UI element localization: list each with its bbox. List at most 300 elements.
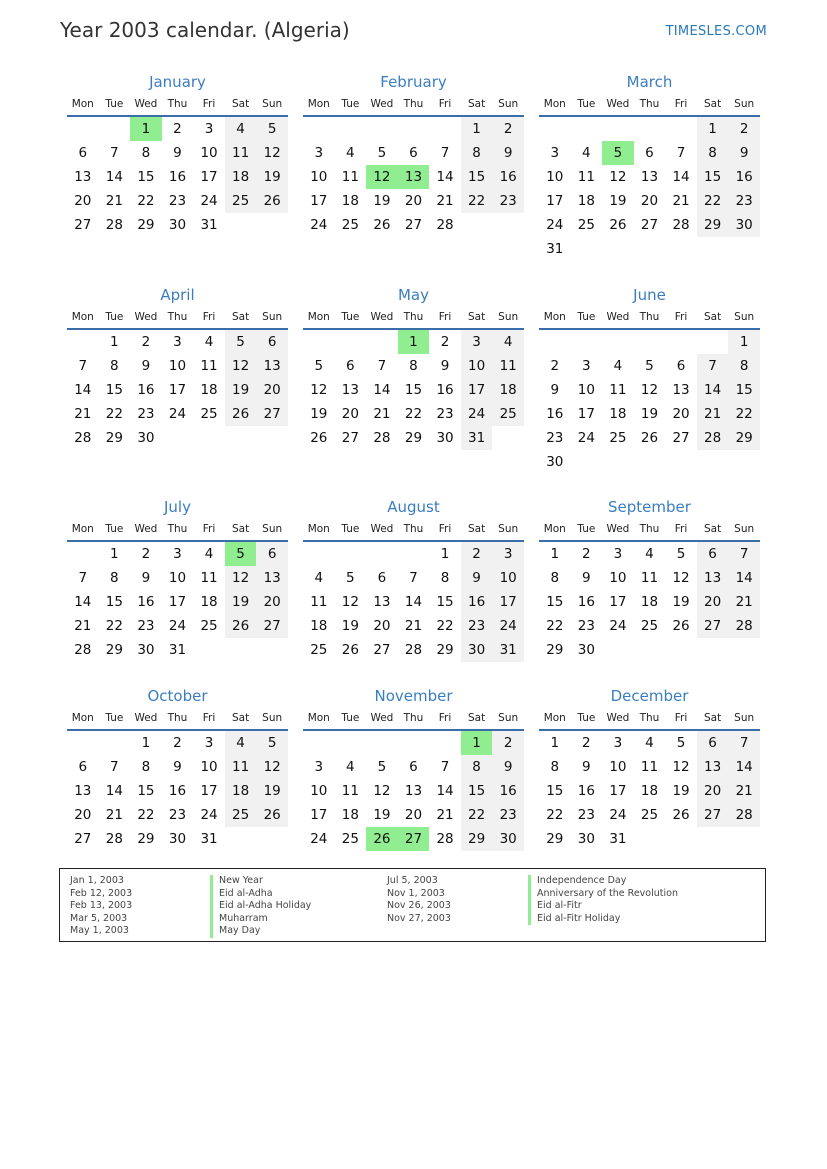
- day-cell[interactable]: 30: [137, 430, 155, 446]
- day-cell[interactable]: 23: [546, 430, 564, 446]
- day-cell[interactable]: 16: [577, 783, 595, 799]
- day-cell[interactable]: 24: [546, 217, 564, 233]
- day-cell[interactable]: 14: [728, 755, 760, 779]
- day-cell[interactable]: 6: [78, 759, 88, 775]
- day-cell[interactable]: 25: [310, 642, 328, 658]
- day-cell[interactable]: 11: [200, 358, 218, 374]
- day-cell[interactable]: 26: [672, 807, 690, 823]
- day-cell[interactable]: 13: [404, 783, 423, 799]
- day-cell[interactable]: 27: [256, 402, 288, 426]
- day-cell[interactable]: 18: [310, 618, 328, 634]
- day-cell[interactable]: 9: [492, 755, 524, 779]
- day-cell[interactable]: 17: [168, 382, 187, 398]
- day-cell[interactable]: 22: [546, 618, 564, 634]
- day-cell[interactable]: 28: [105, 217, 123, 233]
- day-cell[interactable]: 3: [550, 145, 560, 161]
- day-cell[interactable]: 6: [697, 542, 729, 566]
- day-cell[interactable]: 10: [609, 759, 627, 775]
- day-cell[interactable]: 26: [366, 827, 398, 851]
- day-cell[interactable]: 3: [173, 546, 182, 562]
- day-cell[interactable]: 1: [550, 546, 560, 562]
- day-cell[interactable]: 23: [492, 189, 524, 213]
- day-cell[interactable]: 18: [200, 594, 218, 610]
- day-cell[interactable]: 16: [728, 165, 760, 189]
- day-cell[interactable]: 3: [204, 735, 214, 751]
- day-cell[interactable]: 2: [550, 358, 560, 374]
- day-cell[interactable]: 12: [373, 783, 391, 799]
- day-cell[interactable]: 21: [436, 193, 454, 209]
- day-cell[interactable]: 7: [110, 759, 119, 775]
- day-cell[interactable]: 4: [645, 735, 654, 751]
- day-cell[interactable]: 12: [640, 382, 659, 398]
- day-cell[interactable]: 17: [609, 594, 627, 610]
- day-cell[interactable]: 19: [310, 406, 328, 422]
- day-cell[interactable]: 26: [672, 618, 690, 634]
- day-cell[interactable]: 7: [78, 570, 88, 586]
- day-cell[interactable]: 5: [225, 542, 257, 566]
- day-cell[interactable]: 8: [550, 570, 560, 586]
- day-cell[interactable]: 23: [728, 189, 760, 213]
- day-cell[interactable]: 5: [602, 141, 634, 165]
- day-cell[interactable]: 24: [310, 217, 328, 233]
- day-cell[interactable]: 6: [256, 542, 288, 566]
- day-cell[interactable]: 14: [105, 783, 123, 799]
- day-cell[interactable]: 29: [137, 831, 155, 847]
- day-cell[interactable]: 20: [697, 779, 729, 803]
- day-cell[interactable]: 18: [640, 783, 659, 799]
- day-cell[interactable]: 12: [256, 755, 288, 779]
- day-cell[interactable]: 18: [225, 779, 257, 803]
- day-cell[interactable]: 28: [672, 217, 690, 233]
- site-link[interactable]: TIMESLES.COM: [665, 24, 767, 39]
- day-cell[interactable]: 20: [373, 618, 391, 634]
- day-cell[interactable]: 18: [341, 807, 359, 823]
- day-cell[interactable]: 15: [728, 378, 760, 402]
- day-cell[interactable]: 28: [728, 614, 760, 638]
- day-cell[interactable]: 13: [256, 354, 288, 378]
- day-cell[interactable]: 12: [609, 169, 627, 185]
- day-cell[interactable]: 21: [74, 406, 92, 422]
- day-cell[interactable]: 30: [546, 454, 564, 470]
- day-cell[interactable]: 2: [173, 735, 182, 751]
- day-cell[interactable]: 7: [676, 145, 686, 161]
- day-cell[interactable]: 22: [461, 189, 493, 213]
- day-cell[interactable]: 6: [409, 759, 418, 775]
- day-cell[interactable]: 23: [577, 807, 595, 823]
- day-cell[interactable]: 9: [141, 570, 151, 586]
- day-cell[interactable]: 27: [74, 831, 92, 847]
- day-cell[interactable]: 27: [640, 217, 659, 233]
- day-cell[interactable]: 4: [613, 358, 623, 374]
- day-cell[interactable]: 23: [577, 618, 595, 634]
- day-cell[interactable]: 30: [168, 217, 187, 233]
- day-cell[interactable]: 25: [609, 430, 627, 446]
- day-cell[interactable]: 27: [74, 217, 92, 233]
- day-cell[interactable]: 7: [697, 354, 729, 378]
- day-cell[interactable]: 9: [582, 759, 591, 775]
- day-cell[interactable]: 27: [697, 803, 729, 827]
- day-cell[interactable]: 27: [672, 430, 690, 446]
- day-cell[interactable]: 28: [373, 430, 391, 446]
- day-cell[interactable]: 24: [200, 807, 218, 823]
- day-cell[interactable]: 2: [492, 731, 524, 755]
- day-cell[interactable]: 17: [492, 590, 524, 614]
- day-cell[interactable]: 6: [377, 570, 387, 586]
- day-cell[interactable]: 11: [200, 570, 218, 586]
- day-cell[interactable]: 11: [640, 759, 659, 775]
- day-cell[interactable]: 25: [640, 618, 659, 634]
- day-cell[interactable]: 15: [404, 382, 423, 398]
- day-cell[interactable]: 26: [256, 189, 288, 213]
- day-cell[interactable]: 17: [310, 807, 328, 823]
- day-cell[interactable]: 18: [577, 193, 595, 209]
- day-cell[interactable]: 15: [546, 783, 564, 799]
- day-cell[interactable]: 2: [141, 546, 151, 562]
- day-cell[interactable]: 30: [168, 831, 187, 847]
- day-cell[interactable]: 14: [373, 382, 391, 398]
- day-cell[interactable]: 22: [404, 406, 423, 422]
- day-cell[interactable]: 11: [492, 354, 524, 378]
- day-cell[interactable]: 20: [341, 406, 359, 422]
- day-cell[interactable]: 24: [310, 831, 328, 847]
- day-cell[interactable]: 21: [105, 807, 123, 823]
- day-cell[interactable]: 18: [492, 378, 524, 402]
- day-cell[interactable]: 19: [225, 590, 257, 614]
- day-cell[interactable]: 1: [697, 117, 729, 141]
- day-cell[interactable]: 21: [697, 402, 729, 426]
- day-cell[interactable]: 17: [546, 193, 564, 209]
- day-cell[interactable]: 14: [728, 566, 760, 590]
- day-cell[interactable]: 20: [256, 590, 288, 614]
- day-cell[interactable]: 31: [200, 831, 218, 847]
- day-cell[interactable]: 16: [546, 406, 564, 422]
- day-cell[interactable]: 1: [461, 117, 493, 141]
- day-cell[interactable]: 19: [672, 783, 690, 799]
- day-cell[interactable]: 17: [310, 193, 328, 209]
- day-cell[interactable]: 21: [404, 618, 423, 634]
- day-cell[interactable]: 26: [640, 430, 659, 446]
- day-cell[interactable]: 19: [640, 406, 659, 422]
- day-cell[interactable]: 28: [105, 831, 123, 847]
- day-cell[interactable]: 1: [110, 334, 119, 350]
- day-cell[interactable]: 28: [74, 430, 92, 446]
- day-cell[interactable]: 20: [697, 590, 729, 614]
- day-cell[interactable]: 20: [640, 193, 659, 209]
- day-cell[interactable]: 1: [141, 735, 151, 751]
- day-cell[interactable]: 17: [609, 783, 627, 799]
- day-cell[interactable]: 16: [168, 169, 187, 185]
- day-cell[interactable]: 11: [341, 169, 359, 185]
- day-cell[interactable]: 7: [110, 145, 119, 161]
- day-cell[interactable]: 12: [225, 354, 257, 378]
- day-cell[interactable]: 13: [74, 783, 92, 799]
- day-cell[interactable]: 7: [377, 358, 387, 374]
- day-cell[interactable]: 9: [728, 141, 760, 165]
- day-cell[interactable]: 15: [697, 165, 729, 189]
- day-cell[interactable]: 22: [546, 807, 564, 823]
- day-cell[interactable]: 23: [492, 803, 524, 827]
- day-cell[interactable]: 30: [137, 642, 155, 658]
- day-cell[interactable]: 9: [440, 358, 450, 374]
- day-cell[interactable]: 28: [404, 642, 423, 658]
- day-cell[interactable]: 29: [728, 426, 760, 450]
- day-cell[interactable]: 10: [546, 169, 564, 185]
- day-cell[interactable]: 13: [697, 755, 729, 779]
- day-cell[interactable]: 31: [200, 217, 218, 233]
- day-cell[interactable]: 15: [105, 382, 123, 398]
- day-cell[interactable]: 12: [310, 382, 328, 398]
- day-cell[interactable]: 4: [346, 145, 355, 161]
- day-cell[interactable]: 6: [645, 145, 654, 161]
- day-cell[interactable]: 10: [310, 783, 328, 799]
- day-cell[interactable]: 3: [461, 330, 493, 354]
- day-cell[interactable]: 26: [341, 642, 359, 658]
- day-cell[interactable]: 9: [582, 570, 591, 586]
- day-cell[interactable]: 26: [310, 430, 328, 446]
- day-cell[interactable]: 4: [204, 546, 214, 562]
- day-cell[interactable]: 22: [461, 803, 493, 827]
- day-cell[interactable]: 4: [346, 759, 355, 775]
- day-cell[interactable]: 16: [492, 165, 524, 189]
- day-cell[interactable]: 6: [697, 731, 729, 755]
- day-cell[interactable]: 25: [640, 807, 659, 823]
- day-cell[interactable]: 28: [697, 426, 729, 450]
- day-cell[interactable]: 8: [550, 759, 560, 775]
- day-cell[interactable]: 20: [74, 193, 92, 209]
- day-cell[interactable]: 15: [137, 783, 155, 799]
- day-cell[interactable]: 8: [110, 358, 119, 374]
- day-cell[interactable]: 14: [436, 783, 454, 799]
- day-cell[interactable]: 4: [582, 145, 591, 161]
- day-cell[interactable]: 7: [440, 145, 450, 161]
- day-cell[interactable]: 5: [346, 570, 355, 586]
- day-cell[interactable]: 1: [440, 546, 450, 562]
- day-cell[interactable]: 31: [461, 426, 493, 450]
- day-cell[interactable]: 24: [492, 614, 524, 638]
- day-cell[interactable]: 29: [137, 217, 155, 233]
- day-cell[interactable]: 14: [105, 169, 123, 185]
- day-cell[interactable]: 4: [492, 330, 524, 354]
- day-cell[interactable]: 5: [314, 358, 324, 374]
- day-cell[interactable]: 23: [436, 406, 454, 422]
- day-cell[interactable]: 24: [200, 193, 218, 209]
- day-cell[interactable]: 1: [550, 735, 560, 751]
- day-cell[interactable]: 11: [310, 594, 328, 610]
- day-cell[interactable]: 18: [609, 406, 627, 422]
- day-cell[interactable]: 8: [141, 145, 151, 161]
- day-cell[interactable]: 22: [137, 193, 155, 209]
- day-cell[interactable]: 2: [173, 121, 182, 137]
- day-cell[interactable]: 3: [613, 735, 623, 751]
- day-cell[interactable]: 8: [697, 141, 729, 165]
- day-cell[interactable]: 19: [373, 807, 391, 823]
- day-cell[interactable]: 18: [225, 165, 257, 189]
- day-cell[interactable]: 19: [225, 378, 257, 402]
- day-cell[interactable]: 13: [398, 165, 430, 189]
- day-cell[interactable]: 25: [225, 803, 257, 827]
- day-cell[interactable]: 6: [78, 145, 88, 161]
- day-cell[interactable]: 29: [105, 642, 123, 658]
- day-cell[interactable]: 29: [436, 642, 454, 658]
- day-cell[interactable]: 21: [373, 406, 391, 422]
- day-cell[interactable]: 20: [404, 193, 423, 209]
- day-cell[interactable]: 13: [697, 566, 729, 590]
- day-cell[interactable]: 30: [577, 831, 595, 847]
- day-cell[interactable]: 2: [461, 542, 493, 566]
- day-cell[interactable]: 23: [137, 406, 155, 422]
- day-cell[interactable]: 10: [200, 145, 218, 161]
- day-cell[interactable]: 5: [676, 546, 686, 562]
- day-cell[interactable]: 26: [225, 614, 257, 638]
- day-cell[interactable]: 21: [74, 618, 92, 634]
- day-cell[interactable]: 22: [697, 189, 729, 213]
- day-cell[interactable]: 17: [577, 406, 595, 422]
- day-cell[interactable]: 4: [645, 546, 654, 562]
- day-cell[interactable]: 28: [436, 831, 454, 847]
- day-cell[interactable]: 15: [436, 594, 454, 610]
- day-cell[interactable]: 2: [492, 117, 524, 141]
- day-cell[interactable]: 16: [461, 590, 493, 614]
- day-cell[interactable]: 16: [492, 779, 524, 803]
- day-cell[interactable]: 13: [672, 382, 690, 398]
- day-cell[interactable]: 15: [461, 779, 493, 803]
- day-cell[interactable]: 26: [609, 217, 627, 233]
- day-cell[interactable]: 19: [256, 779, 288, 803]
- day-cell[interactable]: 29: [404, 430, 423, 446]
- day-cell[interactable]: 13: [256, 566, 288, 590]
- day-cell[interactable]: 15: [137, 169, 155, 185]
- day-cell[interactable]: 31: [546, 241, 564, 257]
- day-cell[interactable]: 20: [404, 807, 423, 823]
- day-cell[interactable]: 29: [546, 642, 564, 658]
- day-cell[interactable]: 6: [256, 330, 288, 354]
- day-cell[interactable]: 2: [582, 546, 591, 562]
- day-cell[interactable]: 29: [461, 827, 493, 851]
- day-cell[interactable]: 21: [728, 779, 760, 803]
- day-cell[interactable]: 10: [492, 566, 524, 590]
- day-cell[interactable]: 23: [168, 807, 187, 823]
- day-cell[interactable]: 10: [168, 570, 187, 586]
- day-cell[interactable]: 4: [225, 731, 257, 755]
- day-cell[interactable]: 5: [225, 330, 257, 354]
- day-cell[interactable]: 7: [409, 570, 418, 586]
- day-cell[interactable]: 8: [440, 570, 450, 586]
- day-cell[interactable]: 27: [256, 614, 288, 638]
- day-cell[interactable]: 5: [256, 117, 288, 141]
- day-cell[interactable]: 6: [409, 145, 418, 161]
- day-cell[interactable]: 8: [141, 759, 151, 775]
- day-cell[interactable]: 8: [461, 141, 493, 165]
- day-cell[interactable]: 12: [256, 141, 288, 165]
- day-cell[interactable]: 12: [225, 566, 257, 590]
- day-cell[interactable]: 12: [672, 570, 690, 586]
- day-cell[interactable]: 10: [577, 382, 595, 398]
- day-cell[interactable]: 1: [398, 330, 430, 354]
- day-cell[interactable]: 19: [256, 165, 288, 189]
- day-cell[interactable]: 29: [546, 831, 564, 847]
- day-cell[interactable]: 10: [200, 759, 218, 775]
- day-cell[interactable]: 20: [256, 378, 288, 402]
- day-cell[interactable]: 27: [341, 430, 359, 446]
- day-cell[interactable]: 17: [168, 594, 187, 610]
- day-cell[interactable]: 16: [137, 594, 155, 610]
- day-cell[interactable]: 5: [645, 358, 654, 374]
- day-cell[interactable]: 1: [461, 731, 493, 755]
- day-cell[interactable]: 11: [225, 141, 257, 165]
- day-cell[interactable]: 14: [697, 378, 729, 402]
- day-cell[interactable]: 4: [204, 334, 214, 350]
- day-cell[interactable]: 20: [672, 406, 690, 422]
- day-cell[interactable]: 30: [492, 827, 524, 851]
- day-cell[interactable]: 26: [373, 217, 391, 233]
- day-cell[interactable]: 13: [74, 169, 92, 185]
- day-cell[interactable]: 28: [74, 642, 92, 658]
- day-cell[interactable]: 19: [341, 618, 359, 634]
- day-cell[interactable]: 4: [314, 570, 324, 586]
- day-cell[interactable]: 7: [728, 542, 760, 566]
- day-cell[interactable]: 30: [728, 213, 760, 237]
- day-cell[interactable]: 2: [582, 735, 591, 751]
- day-cell[interactable]: 27: [697, 614, 729, 638]
- day-cell[interactable]: 12: [341, 594, 359, 610]
- day-cell[interactable]: 29: [697, 213, 729, 237]
- day-cell[interactable]: 13: [373, 594, 391, 610]
- day-cell[interactable]: 9: [173, 145, 182, 161]
- day-cell[interactable]: 25: [492, 402, 524, 426]
- day-cell[interactable]: 25: [341, 217, 359, 233]
- day-cell[interactable]: 3: [314, 145, 324, 161]
- day-cell[interactable]: 8: [728, 354, 760, 378]
- day-cell[interactable]: 15: [105, 594, 123, 610]
- day-cell[interactable]: 13: [640, 169, 659, 185]
- day-cell[interactable]: 23: [168, 193, 187, 209]
- day-cell[interactable]: 3: [204, 121, 214, 137]
- day-cell[interactable]: 27: [398, 827, 430, 851]
- day-cell[interactable]: 1: [110, 546, 119, 562]
- day-cell[interactable]: 16: [436, 382, 454, 398]
- day-cell[interactable]: 23: [461, 614, 493, 638]
- day-cell[interactable]: 25: [200, 406, 218, 422]
- day-cell[interactable]: 31: [492, 638, 524, 662]
- day-cell[interactable]: 4: [225, 117, 257, 141]
- day-cell[interactable]: 26: [256, 803, 288, 827]
- day-cell[interactable]: 6: [346, 358, 355, 374]
- day-cell[interactable]: 23: [137, 618, 155, 634]
- day-cell[interactable]: 11: [225, 755, 257, 779]
- day-cell[interactable]: 19: [672, 594, 690, 610]
- day-cell[interactable]: 9: [461, 566, 493, 590]
- day-cell[interactable]: 24: [168, 406, 187, 422]
- day-cell[interactable]: 8: [409, 358, 418, 374]
- day-cell[interactable]: 7: [440, 759, 450, 775]
- day-cell[interactable]: 24: [577, 430, 595, 446]
- day-cell[interactable]: 24: [609, 618, 627, 634]
- day-cell[interactable]: 11: [609, 382, 627, 398]
- day-cell[interactable]: 14: [74, 594, 92, 610]
- day-cell[interactable]: 31: [609, 831, 627, 847]
- day-cell[interactable]: 30: [436, 430, 454, 446]
- day-cell[interactable]: 5: [256, 731, 288, 755]
- day-cell[interactable]: 17: [200, 783, 218, 799]
- day-cell[interactable]: 12: [366, 165, 398, 189]
- day-cell[interactable]: 9: [141, 358, 151, 374]
- day-cell[interactable]: 22: [436, 618, 454, 634]
- day-cell[interactable]: 14: [74, 382, 92, 398]
- day-cell[interactable]: 3: [613, 546, 623, 562]
- day-cell[interactable]: 7: [728, 731, 760, 755]
- day-cell[interactable]: 24: [609, 807, 627, 823]
- day-cell[interactable]: 22: [105, 618, 123, 634]
